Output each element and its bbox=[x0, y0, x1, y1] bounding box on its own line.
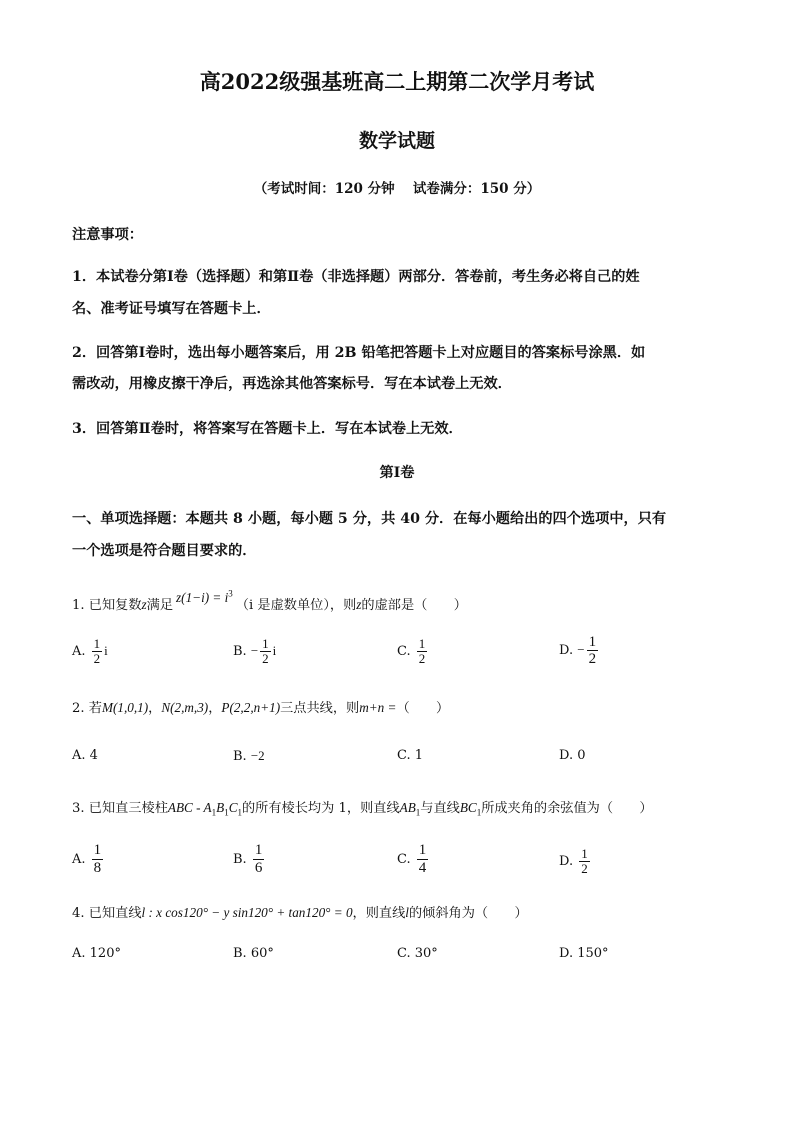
q1-option-a[interactable]: A. $\frac{1}{2}$ i bbox=[72, 636, 108, 666]
exam-info: （考试时间：120 分钟 试卷满分：150 分） bbox=[253, 181, 541, 197]
q2-option-d[interactable]: D. 0 bbox=[559, 748, 586, 763]
question-2-stem: 2. 若M(1,0,1)，N(2,m,3)，P(2,2,n+1)三点共线，则m+n =（ ） bbox=[72, 700, 450, 716]
q1-option-c[interactable]: C. $\frac{1}{2}$ bbox=[397, 636, 426, 666]
q2-option-b[interactable]: B. −2 bbox=[233, 748, 265, 764]
q4-option-c[interactable]: C. 30° bbox=[397, 946, 438, 961]
section-instructions: 一、单项选择题：本题共 8 小题，每小题 5 分，共 40 分．在每小题给出的四个选项中，只有 bbox=[72, 511, 667, 527]
q4-option-a[interactable]: A. 120° bbox=[72, 946, 121, 961]
subject-title: 数学试题 bbox=[358, 130, 435, 152]
notes-heading: 注意事项： bbox=[72, 227, 143, 243]
q3-option-d[interactable]: D. $\frac{1}{2}$ bbox=[559, 846, 588, 876]
note-line: 需改动，用橡皮擦干净后，再选涂其他答案标号．写在本试卷上无效． bbox=[72, 376, 512, 392]
note-line: 3．回答第Ⅱ卷时，将答案写在答题卡上．写在本试卷上无效． bbox=[72, 421, 463, 437]
note-line: 名、准考证号填写在答题卡上． bbox=[72, 301, 271, 317]
q4-option-b[interactable]: B. 60° bbox=[233, 946, 274, 961]
question-1-stem: 1. 已知复数z满足$z(1-i) = i^3(i$ 是虚数单位），则z的虚部是（ ） bbox=[72, 588, 467, 613]
q2-option-a[interactable]: A. 4 bbox=[72, 748, 98, 763]
q3-option-a[interactable]: A. $\frac{1}{8}$ bbox=[72, 842, 102, 876]
q3-option-b[interactable]: B. $\frac{1}{6}$ bbox=[233, 842, 263, 876]
q3-option-c[interactable]: C. $\frac{1}{4}$ bbox=[397, 842, 427, 876]
question-4-stem: 4. 已知直线l : x cos120° − y sin120° + tan120° = 0，则直线l的倾斜角为（ ） bbox=[72, 905, 528, 921]
note-line: 1．本试卷分第Ⅰ卷（选择题）和第Ⅱ卷（非选择题）两部分．答卷前，考生务必将自己的姓 bbox=[72, 269, 640, 285]
note-line: 2．回答第Ⅰ卷时，选出每小题答案后，用 2B 铅笔把答题卡上对应题目的答案标号涂黑．如 bbox=[72, 345, 646, 361]
q1-option-d[interactable]: D. − $\frac{1}{2}$ bbox=[559, 634, 597, 667]
q1-option-b[interactable]: B. − $\frac{1}{2}$ i bbox=[233, 636, 277, 666]
question-3-stem: 3. 已知直三棱柱ABC - $A_1B_1C_1$的所有棱长均为 1，则直线$AB_1$与直线$BC_1$所成夹角的余弦值为（ ） bbox=[72, 800, 653, 818]
exam-title: 高2022级强基班高二上期第二次学月考试 bbox=[199, 69, 595, 94]
q2-option-c[interactable]: C. 1 bbox=[397, 748, 424, 763]
section-instructions: 一个选项是符合题目要求的． bbox=[72, 543, 257, 559]
volume-heading: 第Ⅰ卷 bbox=[379, 465, 415, 481]
q4-option-d[interactable]: D. 150° bbox=[559, 946, 609, 961]
